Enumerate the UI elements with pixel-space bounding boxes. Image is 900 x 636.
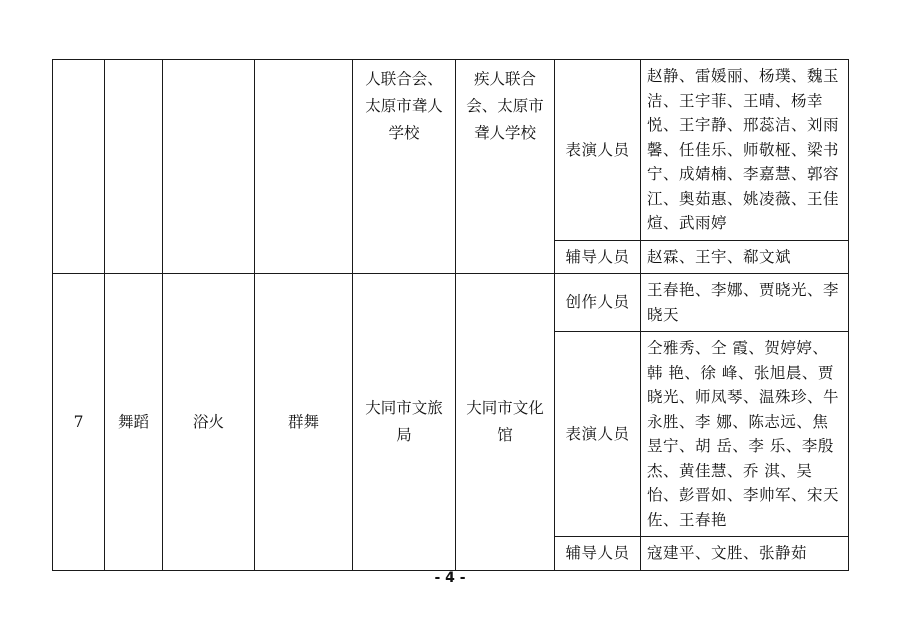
- produce-unit-cell: 疾人联合会、太原市聋人学校: [456, 60, 555, 274]
- form-cell: [255, 60, 353, 274]
- entry-number-cell: 7: [53, 274, 105, 571]
- submit-unit-cell: 大同市文旅局: [353, 274, 456, 571]
- entry-number-cell: [53, 60, 105, 274]
- title-cell: [163, 60, 255, 274]
- category-cell: [105, 60, 163, 274]
- title-cell: 浴火: [163, 274, 255, 571]
- performers-role-cell: 表演人员: [555, 60, 641, 241]
- tutors-role-cell: 辅导人员: [555, 240, 641, 274]
- performers-names-cell: 赵静、雷媛丽、杨璞、魏玉洁、王宇菲、王晴、杨幸悦、王宇静、邢蕊洁、刘雨馨、任佳乐、师敬桠、梁书宁、成婧楠、李嘉慧、郭容江、奥茹惠、姚凌薇、王佳煊、武雨婷: [641, 60, 849, 241]
- table-row: [53, 60, 849, 241]
- produce-unit-cell: 大同市文化馆: [456, 274, 555, 571]
- performers-role-cell: 表演人员: [555, 332, 641, 537]
- tutors-role-cell: 辅导人员: [555, 537, 641, 571]
- page-number: - 4 -: [434, 570, 466, 586]
- table-row: [53, 274, 849, 332]
- tutors-names-cell: 寇建平、文胜、张静茹: [641, 537, 849, 571]
- category-cell: 舞蹈: [105, 274, 163, 571]
- submit-unit-cell: 人联合会、太原市聋人学校: [353, 60, 456, 274]
- creators-role-cell: 创作人员: [555, 274, 641, 332]
- tutors-names-cell: 赵霖、王宇、郗文斌: [641, 240, 849, 274]
- form-cell: 群舞: [255, 274, 353, 571]
- awards-table: [52, 59, 849, 571]
- creators-names-cell: 王春艳、李娜、贾晓光、李晓天: [641, 274, 849, 332]
- performers-names-cell: 仝雅秀、仝 霞、贺婷婷、韩 艳、徐 峰、张旭晨、贾晓光、师凤琴、温殊珍、牛永胜、李 娜、陈志远、焦昱宁、胡 岳、李 乐、李殷杰、黄佳慧、乔 淇、吴 怡、彭晋如、李帅军、宋天佐、王春艳: [641, 332, 849, 537]
